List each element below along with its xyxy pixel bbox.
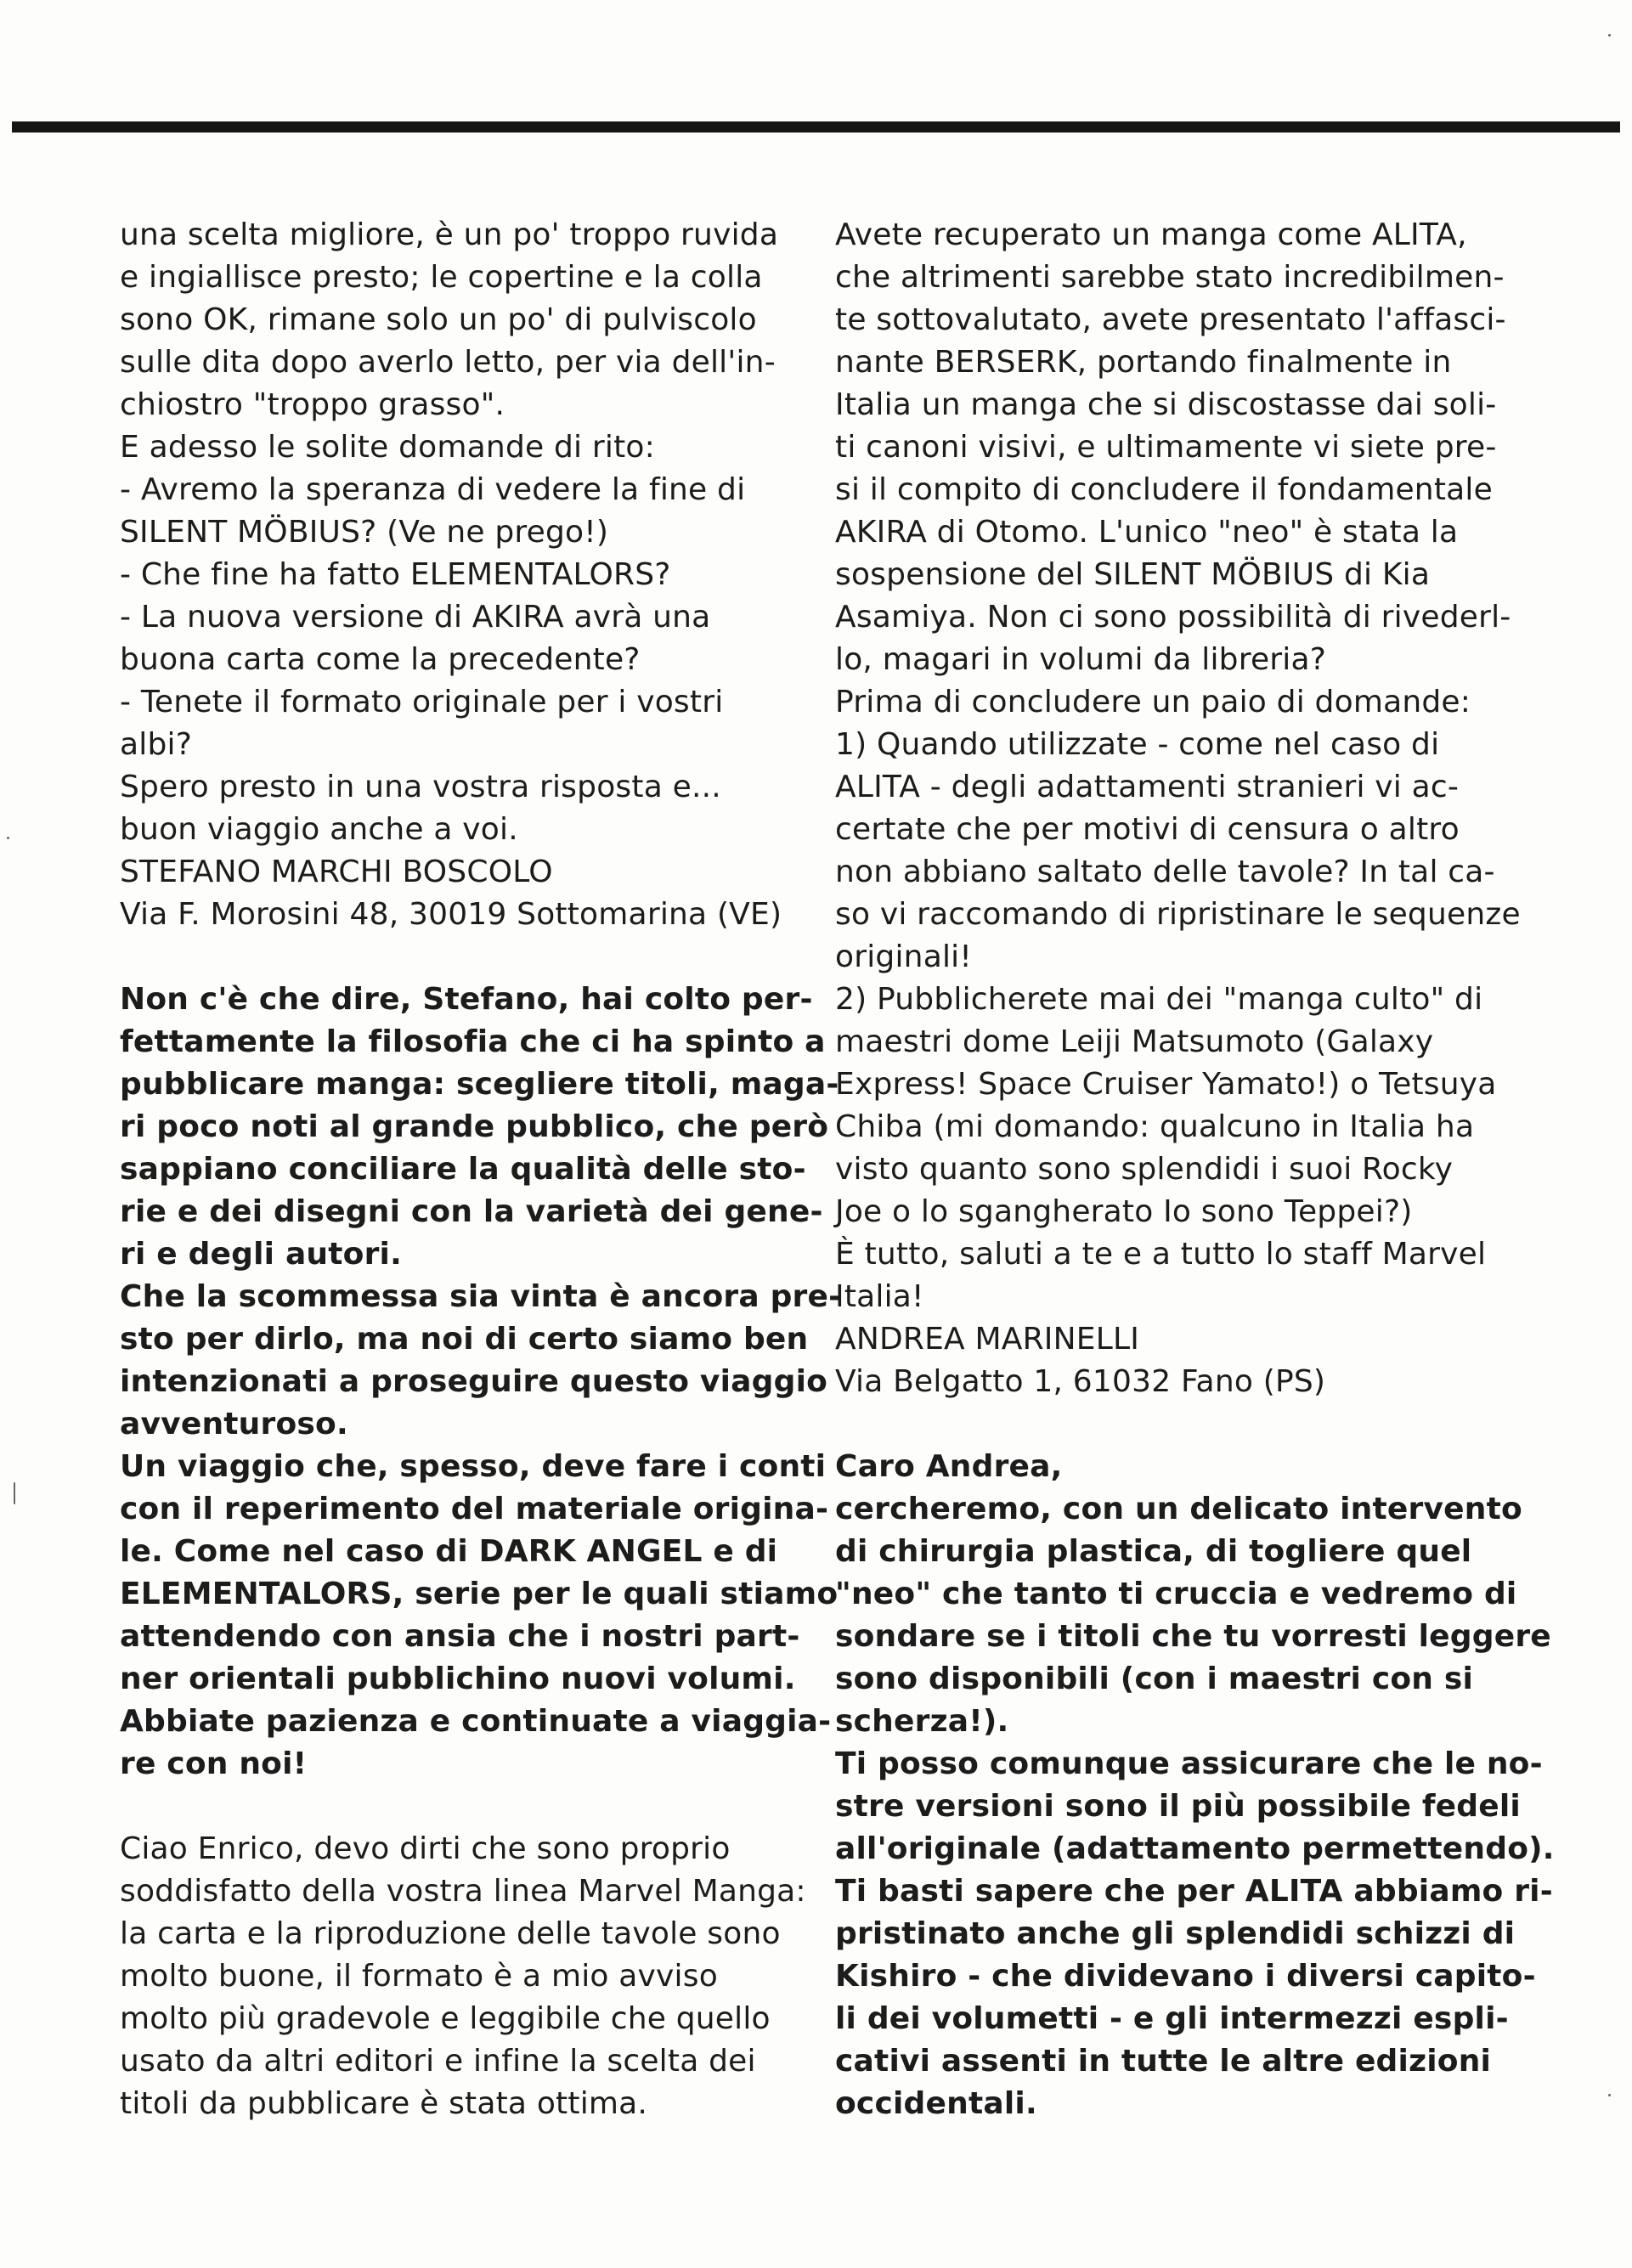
text-line: sono disponibili (con i maestri con si <box>835 1662 1474 1696</box>
text-line: È tutto, saluti a te e a tutto lo staff Marvel <box>835 1237 1487 1272</box>
text-line: originali! <box>835 939 972 974</box>
text-line: Abbiate pazienza e continuate a viaggia- <box>120 1704 832 1739</box>
text-line: molto buone, il formato è a mio avviso <box>120 1959 718 1994</box>
text-line: Ciao Enrico, devo dirti che sono proprio <box>120 1831 731 1866</box>
text-line: Chiba (mi domando: qualcuno in Italia ha <box>835 1109 1475 1144</box>
text-line: Non c'è che dire, Stefano, hai colto per- <box>120 982 813 1017</box>
text-line: certate che per motivi di censura o altro <box>835 812 1460 847</box>
letter-andrea-start <box>120 1828 806 2125</box>
text-line: Italia! <box>835 1279 924 1314</box>
text-line: nante BERSERK, portando finalmente in <box>835 345 1452 380</box>
text-line: cativi assenti in tutte le altre edizioni <box>835 2044 1492 2079</box>
letter-address: Via F. Morosini 48, 30019 Sottomarina (VE) <box>120 897 782 932</box>
text-line: Asamiya. Non ci sono possibilità di rivederl- <box>835 600 1511 635</box>
text-line: intenzionati a proseguire questo viaggio <box>120 1364 828 1399</box>
text-line: lo, magari in volumi da libreria? <box>835 642 1327 677</box>
text-line: Che la scommessa sia vinta è ancora pre- <box>120 1279 842 1314</box>
text-line: Spero presto in una vostra risposta e... <box>120 770 721 804</box>
text-line: - Tenete il formato originale per i vostri <box>120 685 724 719</box>
text-line: 1) Quando utilizzate - come nel caso di <box>835 727 1440 762</box>
text-line: occidentali. <box>835 2086 1037 2121</box>
text-line: la carta e la riproduzione delle tavole sono <box>120 1916 781 1951</box>
scan-speck <box>1608 34 1611 37</box>
text-line: sto per dirlo, ma noi di certo siamo ben <box>120 1322 809 1357</box>
text-line: sospensione del SILENT MÖBIUS di Kia <box>835 557 1431 592</box>
reply-salutation: Caro Andrea, <box>835 1449 1063 1484</box>
right-column <box>835 214 1555 2125</box>
letter-stefano <box>120 214 799 936</box>
text-line: non abbiano saltato delle tavole? In tal ca- <box>835 855 1495 889</box>
text-line: le. Come nel caso di DARK ANGEL e di <box>120 1534 778 1569</box>
text-line: sondare se i titoli che tu vorresti leggere <box>835 1619 1551 1654</box>
text-line: buona carta come la precedente? <box>120 642 641 677</box>
text-line: so vi raccomando di ripristinare le sequenze <box>835 897 1521 932</box>
letter-signature: STEFANO MARCHI BOSCOLO <box>120 855 553 889</box>
text-line: rie e dei disegni con la varietà dei gene- <box>120 1194 823 1229</box>
text-line: Italia un manga che si discostasse dai soli- <box>835 387 1497 422</box>
text-line: titoli da pubblicare è stata ottima. <box>120 2086 648 2121</box>
text-line: SILENT MÖBIUS? (Ve ne prego!) <box>120 515 609 550</box>
letter-address: Via Belgatto 1, 61032 Fano (PS) <box>835 1364 1326 1399</box>
text-line: - Avremo la speranza di vedere la fine di <box>120 472 746 507</box>
text-line: sappiano conciliare la qualità delle sto- <box>120 1152 806 1187</box>
editor-reply-stefano <box>120 979 842 1786</box>
text-line: te sottovalutato, avete presentato l'affasci- <box>835 302 1506 337</box>
text-line: molto più gradevole e leggibile che quello <box>120 2001 771 2036</box>
text-line: maestri dome Leiji Matsumoto (Galaxy <box>835 1024 1434 1059</box>
text-line: scherza!). <box>835 1704 1009 1739</box>
text-line: stre versioni sono il più possibile fedeli <box>835 1789 1521 1824</box>
text-line: AKIRA di Otomo. L'unico "neo" è stata la <box>835 515 1459 550</box>
text-line: pristinato anche gli splendidi schizzi di <box>835 1916 1516 1951</box>
scan-speck <box>14 1482 15 1504</box>
left-column <box>120 214 842 2125</box>
text-line: visto quanto sono splendidi i suoi Rocky <box>835 1152 1454 1187</box>
text-line: di chirurgia plastica, di togliere quel <box>835 1534 1472 1569</box>
text-line: chiostro "troppo grasso". <box>120 387 505 422</box>
text-line: all'originale (adattamento permettendo). <box>835 1831 1555 1866</box>
text-line: buon viaggio anche a voi. <box>120 812 518 847</box>
paragraph-gap <box>835 1403 1523 1446</box>
text-line: ALITA - degli adattamenti stranieri vi ac- <box>835 770 1460 804</box>
text-line: Un viaggio che, spesso, deve fare i conti <box>120 1449 827 1484</box>
text-line: ri e degli autori. <box>120 1237 402 1272</box>
letter-andrea-continued <box>835 214 1523 1403</box>
text-line: si il compito di concludere il fondamentale <box>835 472 1493 507</box>
top-rule <box>12 121 1620 133</box>
text-line: E adesso le solite domande di rito: <box>120 430 655 465</box>
text-line: ti canoni visivi, e ultimamente vi siete pre- <box>835 430 1497 465</box>
scan-speck <box>7 837 9 839</box>
text-line: "neo" che tanto ti cruccia e vedremo di <box>835 1577 1517 1611</box>
text-line: usato da altri editori e infine la scelta dei <box>120 2044 756 2079</box>
text-line: cercheremo, con un delicato intervento <box>835 1492 1522 1526</box>
text-line: Ti basti sapere che per ALITA abbiamo ri- <box>835 1874 1553 1909</box>
text-line: fettamente la filosofia che ci ha spinto a <box>120 1024 826 1059</box>
text-line: attendendo con ansia che i nostri part- <box>120 1619 800 1654</box>
paragraph-gap <box>120 1786 799 1828</box>
text-line: ri poco noti al grande pubblico, che però <box>120 1109 829 1144</box>
paragraph-gap <box>120 936 799 979</box>
text-line: sono OK, rimane solo un po' di pulviscolo <box>120 302 757 337</box>
text-line: che altrimenti sarebbe stato incredibilmen- <box>835 260 1505 295</box>
text-line: ELEMENTALORS, serie per le quali stiamo <box>120 1577 839 1611</box>
text-line: albi? <box>120 727 193 762</box>
editor-reply-andrea <box>835 1446 1555 2125</box>
text-line: Joe o lo sgangherato Io sono Teppei?) <box>835 1194 1413 1229</box>
text-line: con il reperimento del materiale origina- <box>120 1492 829 1526</box>
text-line: ner orientali pubblichino nuovi volumi. <box>120 1662 796 1696</box>
text-line: pubblicare manga: scegliere titoli, maga- <box>120 1067 839 1102</box>
text-line: avventuroso. <box>120 1407 348 1441</box>
text-line: Express! Space Cruiser Yamato!) o Tetsuya <box>835 1067 1497 1102</box>
text-line: re con noi! <box>120 1746 308 1781</box>
text-line: Kishiro - che dividevano i diversi capito- <box>835 1959 1536 1994</box>
text-line: Prima di concludere un paio di domande: <box>835 685 1471 719</box>
text-line: 2) Pubblicherete mai dei "manga culto" di <box>835 982 1483 1017</box>
text-line: li dei volumetti - e gli intermezzi espli- <box>835 2001 1509 2036</box>
text-line: e ingiallisce presto; le copertine e la colla <box>120 260 763 295</box>
text-line: soddisfatto della vostra linea Marvel Manga: <box>120 1874 806 1909</box>
letter-signature: ANDREA MARINELLI <box>835 1322 1140 1357</box>
text-line: Ti posso comunque assicurare che le no- <box>835 1746 1543 1781</box>
text-line: - La nuova versione di AKIRA avrà una <box>120 600 711 635</box>
text-line: sulle dita dopo averlo letto, per via dell'in- <box>120 345 776 380</box>
text-line: una scelta migliore, è un po' troppo ruvida <box>120 217 779 252</box>
text-line: Avete recuperato un manga come ALITA, <box>835 217 1467 252</box>
scan-speck <box>1608 2094 1611 2096</box>
text-line: - Che fine ha fatto ELEMENTALORS? <box>120 557 671 592</box>
